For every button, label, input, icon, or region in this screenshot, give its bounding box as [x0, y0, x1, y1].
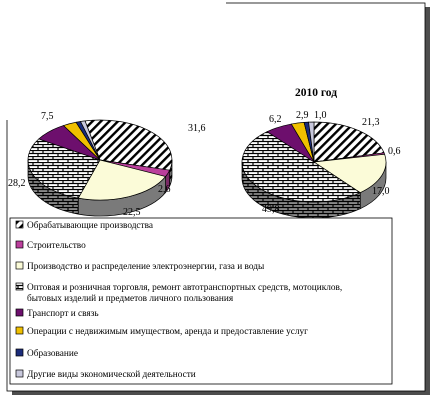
legend-swatch — [16, 221, 23, 228]
data-label: 49,8 — [262, 204, 280, 215]
data-label: 6,2 — [269, 114, 282, 125]
chart-title-2010: 2010 год — [294, 87, 338, 99]
data-label: 1,0 — [314, 110, 327, 121]
data-label: 21,3 — [362, 117, 380, 128]
data-label: 2,9 — [296, 110, 309, 121]
legend — [10, 218, 392, 384]
legend-label: Операции с недвижимым имуществом, аренда и предоставление услуг — [27, 327, 308, 337]
legend-swatch — [16, 309, 23, 316]
legend-label: Оптовая и розничная торговля, ремонт автотранспортных средств, мотоциклов, — [27, 283, 343, 293]
data-label: 17,0 — [372, 186, 390, 197]
legend-label: Транспорт и связь — [27, 309, 99, 319]
legend-label: Обрабатывающие производства — [27, 221, 154, 231]
legend-swatch — [16, 327, 23, 334]
legend-label: Образование — [27, 349, 78, 359]
legend-swatch — [16, 241, 23, 248]
data-label: 2,6 — [158, 184, 171, 195]
legend-label-line2: бытовых изделий и предметов личного пользования — [27, 294, 234, 304]
legend-swatch — [16, 262, 23, 269]
legend-label: Другие виды экономической деятельности — [27, 370, 196, 380]
data-label: 0,6 — [388, 146, 401, 157]
data-label: 31,6 — [188, 123, 206, 134]
legend-label: Строительство — [27, 241, 86, 251]
legend-swatch — [16, 349, 23, 356]
legend-swatch — [16, 370, 23, 377]
legend-label: Производство и распределение электроэнергии, газа и воды — [27, 262, 265, 272]
crop-mask — [0, 0, 226, 120]
data-label: 28,2 — [8, 178, 26, 189]
legend-swatch — [16, 283, 23, 290]
data-label: 7,5 — [41, 111, 54, 122]
data-label: 22,5 — [123, 207, 141, 218]
pie-chart-left — [28, 120, 172, 216]
